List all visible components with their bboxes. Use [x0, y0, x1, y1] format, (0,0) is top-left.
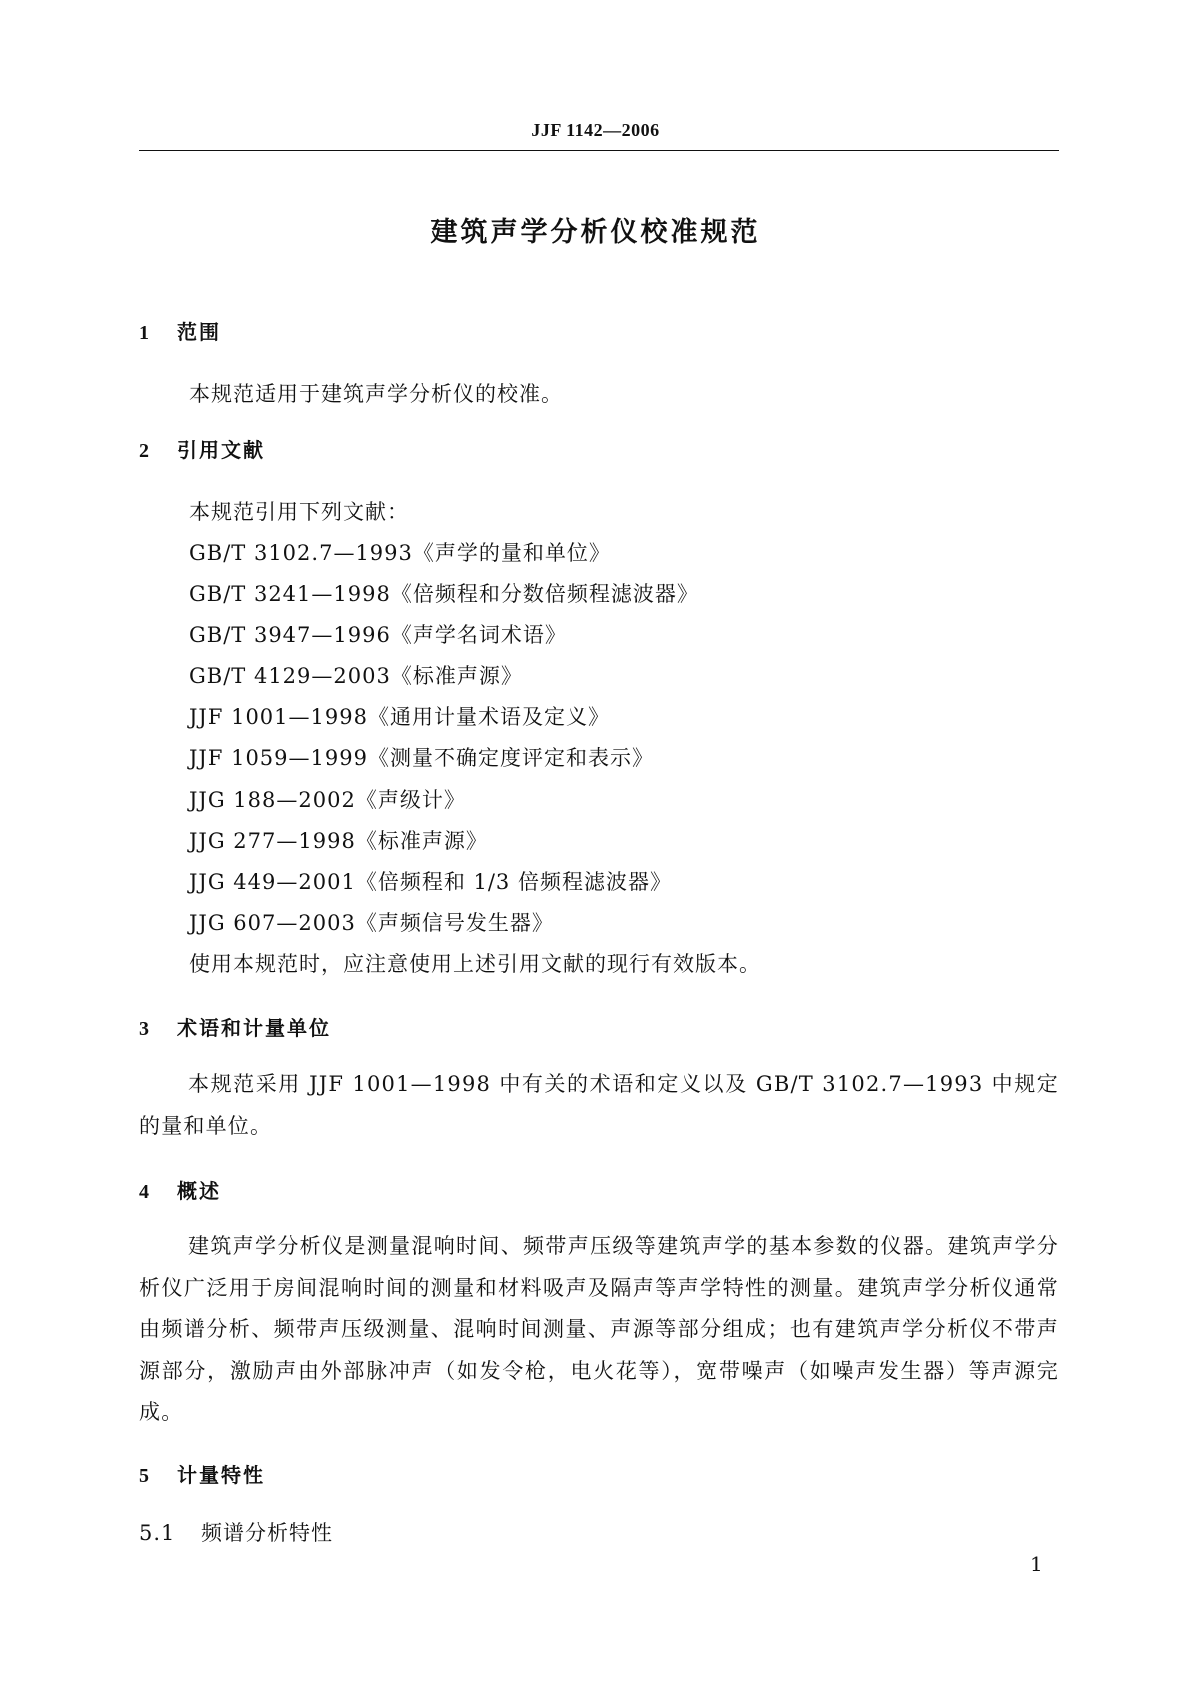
references-note: 使用本规范时，应注意使用上述引用文献的现行有效版本。 [189, 952, 761, 976]
section-1-heading [139, 316, 221, 345]
section-title: 范围 [177, 320, 221, 344]
page-number: 1 [1030, 1552, 1043, 1576]
section-title: 引用文献 [177, 438, 265, 462]
references-intro: 本规范引用下列文献： [189, 500, 409, 524]
subsection-number: 5.1 [139, 1521, 176, 1545]
reference-item: JJG 277—1998《标准声源》 [189, 829, 488, 853]
section-number: 4 [139, 1181, 151, 1203]
subsection-title: 频谱分析特性 [201, 1521, 333, 1545]
reference-item: GB/T 3241—1998《倍频程和分数倍频程滤波器》 [189, 582, 699, 606]
section-number: 5 [139, 1465, 151, 1487]
section-title: 计量特性 [177, 1463, 265, 1487]
section-2-heading [139, 434, 265, 463]
section-1-body: 本规范适用于建筑声学分析仪的校准。 [189, 382, 563, 406]
reference-item: JJF 1059—1999《测量不确定度评定和表示》 [189, 746, 654, 770]
section-number: 1 [139, 322, 151, 344]
header-rule [139, 150, 1059, 151]
section-3-heading [139, 1012, 331, 1041]
reference-item: GB/T 3102.7—1993《声学的量和单位》 [189, 541, 611, 565]
page-title: 建筑声学分析仪校准规范 [430, 217, 761, 248]
section-title: 术语和计量单位 [177, 1016, 331, 1040]
section-5-heading [139, 1459, 265, 1488]
reference-item: JJG 607—2003《声频信号发生器》 [189, 911, 554, 935]
reference-item: GB/T 4129—2003《标准声源》 [189, 664, 523, 688]
section-4-heading [139, 1175, 221, 1204]
reference-item: JJG 449—2001《倍频程和 1/3 倍频程滤波器》 [189, 870, 672, 894]
document-code-header: JJF 1142—2006 [531, 120, 660, 140]
section-title: 概述 [177, 1179, 221, 1203]
subsection-5-1-heading [139, 1517, 333, 1547]
section-3-body: 本规范采用 JJF 1001—1998 中有关的术语和定义以及 GB/T 3102.7—1993 中规定的量和单位。 [139, 1072, 1059, 1138]
section-number: 2 [139, 440, 151, 462]
reference-item: JJF 1001—1998《通用计量术语及定义》 [189, 705, 610, 729]
section-number: 3 [139, 1018, 151, 1040]
reference-item: GB/T 3947—1996《声学名词术语》 [189, 623, 567, 647]
reference-item: JJG 188—2002《声级计》 [189, 788, 466, 812]
section-4-body: 建筑声学分析仪是测量混响时间、频带声压级等建筑声学的基本参数的仪器。建筑声学分析仪广泛用于房间混响时间的测量和材料吸声及隔声等声学特性的测量。建筑声学分析仪通常由频谱分析、频带声压级测量、混响时间测量、声源等部分组成；也有建筑声学分析仪不带声源部分，激励声由外部脉冲声（如发令枪，电火花等），宽带噪声（如噪声发生器）等声源完成。 [139, 1234, 1059, 1424]
